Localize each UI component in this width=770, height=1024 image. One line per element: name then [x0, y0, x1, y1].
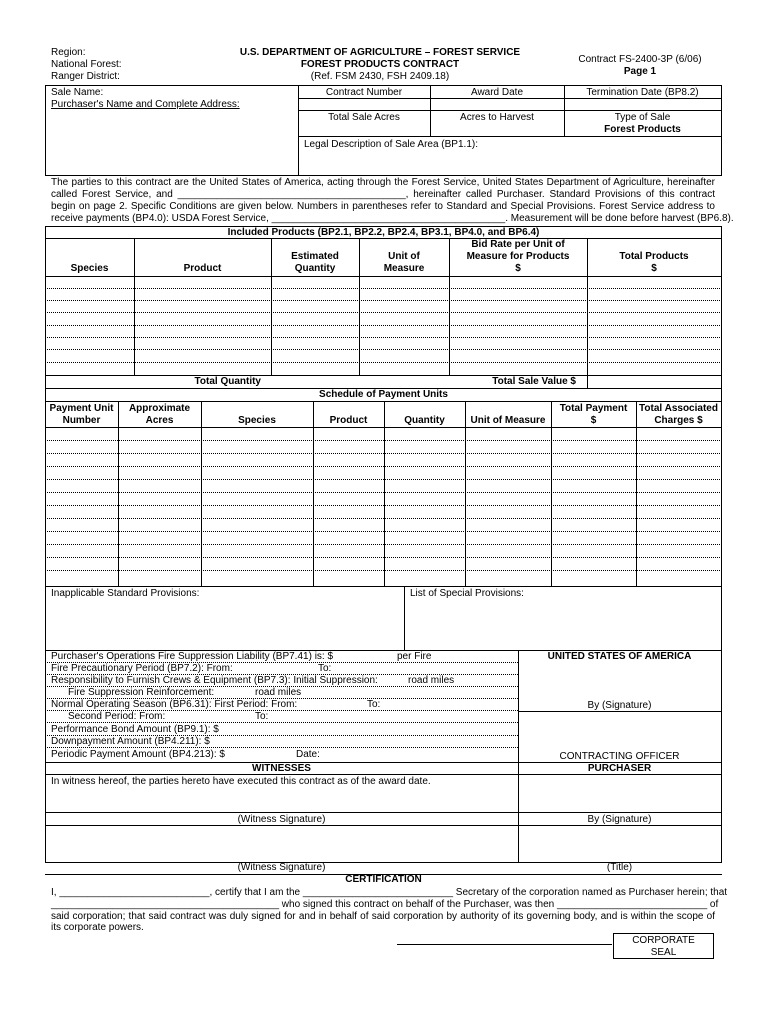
purchaser-address-label: Purchaser's Name and Complete Address:: [51, 99, 240, 110]
seal-label-1: CORPORATE: [632, 935, 695, 946]
legal-description-label: Legal Description of Sale Area (BP1.1):: [304, 139, 478, 150]
ranger-district-label: Ranger District:: [51, 71, 120, 82]
date-label: Date:: [296, 749, 320, 760]
parties-line-4: receive payments (BP4.0): USDA Forest Service, __________________________________________. Measurement will be done before harvest (BP6.8).: [51, 213, 734, 224]
bond-amount-label: Performance Bond Amount (BP9.1): $: [51, 724, 219, 735]
witness-signature-label-1: (Witness Signature): [237, 814, 326, 825]
total-quantity-label: Total Quantity: [194, 376, 261, 387]
seal-label-2: SEAL: [650, 947, 677, 958]
sale-name-label: Sale Name:: [51, 87, 104, 98]
special-provisions-label: List of Special Provisions:: [410, 588, 524, 599]
parties-line-1: The parties to this contract are the United States of America, acting through the Forest Service, United States Department of Agriculture, hereinafter: [51, 177, 715, 188]
termination-date-label: Termination Date (BP8.2): [586, 87, 699, 98]
purchaser-heading: PURCHASER: [587, 763, 652, 774]
col-header-total-1: Total Products: [619, 251, 689, 262]
witness-statement: In witness hereof, the parties hereto have executed this contract as of the award date.: [51, 776, 431, 787]
col-header-pu-species: Species: [238, 415, 276, 426]
by-signature-label-2: By (Signature): [587, 814, 652, 825]
downpayment-label: Downpayment Amount (BP4.211): $: [51, 736, 210, 747]
inapplicable-provisions-label: Inapplicable Standard Provisions:: [51, 588, 200, 599]
col-header-pu-uom: Unit of Measure: [470, 415, 546, 426]
crews-label: Responsibility to Furnish Crews & Equipment (BP7.3): Initial Suppression:: [51, 675, 378, 686]
col-header-species: Species: [70, 263, 109, 274]
second-period-label: Second Period: From:: [68, 711, 166, 722]
normal-season-label: Normal Operating Season (BP6.31): First Period: From:: [51, 699, 298, 710]
col-header-bid-3: $: [515, 263, 521, 274]
reference-line: (Ref. FSM 2430, FSH 2409.18): [310, 71, 450, 82]
contracting-officer-label: CONTRACTING OFFICER: [559, 751, 680, 762]
col-header-product: Product: [183, 263, 222, 274]
contract-number-label: Contract Number: [325, 87, 403, 98]
secretary-signature-line: [397, 944, 612, 945]
second-period-to-label: To:: [255, 711, 269, 722]
col-header-pu-product: Product: [329, 415, 368, 426]
certification-heading: CERTIFICATION: [345, 874, 422, 885]
award-date-label: Award Date: [470, 87, 524, 98]
col-header-total-payment-2: $: [590, 415, 597, 426]
col-header-pu-quantity: Quantity: [404, 415, 445, 426]
road-miles-label-2: road miles: [255, 687, 302, 698]
col-header-total-payment-1: Total Payment: [559, 403, 628, 414]
products-title: Included Products (BP2.1, BP2.2, BP2.4, BP3.1, BP4.0, and BP6.4): [227, 227, 540, 238]
type-of-sale-value: Forest Products: [604, 124, 681, 135]
usa-heading: UNITED STATES OF AMERICA: [547, 651, 692, 662]
per-fire-label: per Fire: [397, 651, 432, 662]
fire-liability-label: Purchaser's Operations Fire Suppression Liability (BP7.41) is: $: [51, 651, 334, 662]
page-number: Page 1: [623, 66, 657, 77]
col-header-acres-2: Acres: [145, 415, 174, 426]
col-header-unit-2: Number: [62, 415, 101, 426]
precaution-to-label: To:: [318, 663, 332, 674]
corporate-seal-box: [613, 933, 714, 959]
certification-line-1: I, ___________________________, certify that I am the ___________________________ Secretary of the corporation named as Purchaser herein; that: [51, 887, 728, 898]
col-header-uom-1: Unit of: [388, 251, 420, 262]
agency-name: U.S. DEPARTMENT OF AGRICULTURE – FOREST SERVICE: [239, 47, 521, 58]
col-header-est-qty-1: Estimated: [291, 251, 339, 262]
payment-units-title: Schedule of Payment Units: [319, 389, 448, 400]
road-miles-label-1: road miles: [408, 675, 455, 686]
page-title: FOREST PRODUCTS CONTRACT: [300, 59, 460, 70]
parties-line-2: called Forest Service, and _________________________________________, hereinafter called Purchaser. Standard Provisions of this contract: [51, 189, 715, 200]
col-header-unit-1: Payment Unit: [49, 403, 114, 414]
parties-line-3: begin on page 2. Specific Conditions are given below. Numbers in parentheses refer to Standard and Special Provisions. Forest Service address to: [51, 201, 715, 212]
normal-season-to-label: To:: [367, 699, 381, 710]
col-header-bid-1: Bid Rate per Unit of: [471, 239, 565, 250]
form-number: Contract FS-2400-3P (6/06): [578, 54, 702, 65]
certification-line-4: its corporate powers.: [51, 922, 144, 933]
col-header-uom-2: Measure: [383, 263, 425, 274]
col-header-charges-1: Total Associated: [639, 403, 718, 414]
precaution-period-label: Fire Precautionary Period (BP7.2): From:: [51, 663, 233, 674]
witnesses-heading: WITNESSES: [252, 763, 311, 774]
total-sale-acres-label: Total Sale Acres: [328, 112, 400, 123]
col-header-est-qty-2: Quantity: [294, 263, 336, 274]
region-label: Region:: [51, 47, 86, 58]
total-sale-value-label: Total Sale Value $: [492, 376, 576, 387]
certification-line-3: said corporation; that said contract was duly signed for and in behalf of said corporation by authority of its governing body, and is within the scope of: [51, 911, 715, 922]
col-header-bid-2: Measure for Products: [466, 251, 570, 262]
type-of-sale-label: Type of Sale: [614, 112, 671, 123]
reinforcement-label: Fire Suppression Reinforcement:: [68, 687, 215, 698]
by-signature-label-1: By (Signature): [587, 700, 652, 711]
col-header-total-2: $: [651, 263, 657, 274]
col-header-acres-1: Approximate: [128, 403, 191, 414]
periodic-payment-label: Periodic Payment Amount (BP4.213): $: [51, 749, 225, 760]
witness-signature-label-2: (Witness Signature): [237, 862, 326, 873]
col-header-charges-2: Charges $: [654, 415, 703, 426]
title-label: (Title): [606, 862, 633, 873]
certification-line-2: _________________________________________ who signed this contract on behalf of the Purchaser, was then ___________________________ of: [51, 899, 719, 910]
acres-to-harvest-label: Acres to Harvest: [460, 112, 534, 123]
national-forest-label: National Forest:: [51, 59, 122, 70]
